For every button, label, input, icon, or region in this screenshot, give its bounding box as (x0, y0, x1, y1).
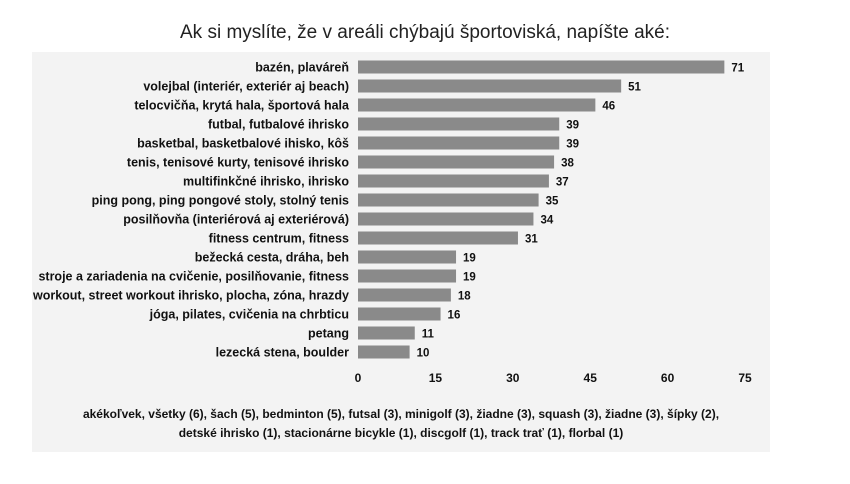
x-tick-label: 60 (660, 371, 675, 385)
bar (358, 61, 724, 74)
bar (358, 251, 456, 264)
bar-value-label: 39 (566, 119, 580, 132)
category-label: petang (308, 326, 349, 341)
category-label: jóga, pilates, cvičenia na chrbticu (149, 307, 349, 322)
other-answers-line-1: akékoľvek, všetky (6), šach (5), bedminton (5), futsal (3), minigolf (3), žiadne (3), squash (3), žiadne (3), šípky (2), (82, 407, 720, 421)
bar-value-label: 11 (421, 328, 434, 341)
bar-value-label: 39 (566, 138, 580, 151)
bar (358, 137, 559, 150)
x-tick-label: 15 (428, 371, 443, 385)
bar-value-label: 46 (602, 100, 616, 113)
category-label: telocvičňa, krytá hala, športová hala (134, 98, 349, 113)
category-label: stroje a zariadenia na cvičenie, posilňovanie, fitness (38, 269, 349, 284)
bar (358, 232, 518, 245)
category-label: volejbal (interiér, exteriér aj beach) (143, 79, 349, 94)
category-label: bežecká cesta, dráha, beh (194, 250, 349, 265)
category-label: workout, street workout ihrisko, plocha, zóna, hrazdy (32, 288, 349, 303)
bar-value-label: 31 (524, 233, 538, 246)
x-tick-label: 30 (506, 371, 520, 385)
bar-value-label: 51 (628, 81, 641, 94)
bar (358, 270, 456, 283)
category-label: posilňovňa (interiérová aj exteriérová) (123, 212, 349, 227)
chart-title: Ak si myslíte, že v areáli chýbajú športoviská, napíšte aké: (180, 22, 670, 43)
bar (358, 80, 621, 93)
bar-value-label: 18 (457, 290, 471, 303)
bar-value-label: 71 (731, 62, 745, 75)
category-label: fitness centrum, fitness (208, 231, 349, 246)
bar-value-label: 34 (540, 214, 554, 227)
bar (358, 289, 451, 302)
category-label: bazén, plaváreň (255, 60, 349, 75)
category-label: multifinkčné ihrisko, ihrisko (182, 174, 349, 189)
category-label: futbal, futbalové ihrisko (208, 117, 349, 132)
bar (358, 194, 539, 207)
category-label: basketbal, basketbalové ihisko, kôš (137, 136, 349, 151)
bar-value-label: 19 (463, 252, 476, 265)
bar (358, 213, 533, 226)
bar (358, 308, 441, 321)
bar (358, 175, 549, 188)
x-tick-label: 45 (583, 371, 597, 385)
other-answers-line-2: detské ihrisko (1), stacionárne bicykle (1), discgolf (1), track trať (1), florbal (1) (178, 426, 624, 440)
x-tick-label: 75 (738, 371, 752, 385)
bar-value-label: 38 (561, 157, 574, 170)
bar-value-label: 37 (555, 176, 569, 189)
bar (358, 99, 595, 112)
bar (358, 327, 415, 340)
bar (358, 346, 410, 359)
bar (358, 156, 554, 169)
bar (358, 118, 559, 131)
bar-value-label: 35 (545, 195, 559, 208)
bar-value-label: 10 (416, 347, 430, 360)
bar-value-label: 16 (447, 309, 461, 322)
category-label: ping pong, ping pongové stoly, stolný tenis (91, 193, 349, 208)
bar-value-label: 19 (463, 271, 476, 284)
category-label: tenis, tenisové kurty, tenisové ihrisko (126, 155, 349, 170)
x-tick-label: 0 (354, 371, 362, 385)
category-label: lezecká stena, boulder (215, 345, 349, 360)
